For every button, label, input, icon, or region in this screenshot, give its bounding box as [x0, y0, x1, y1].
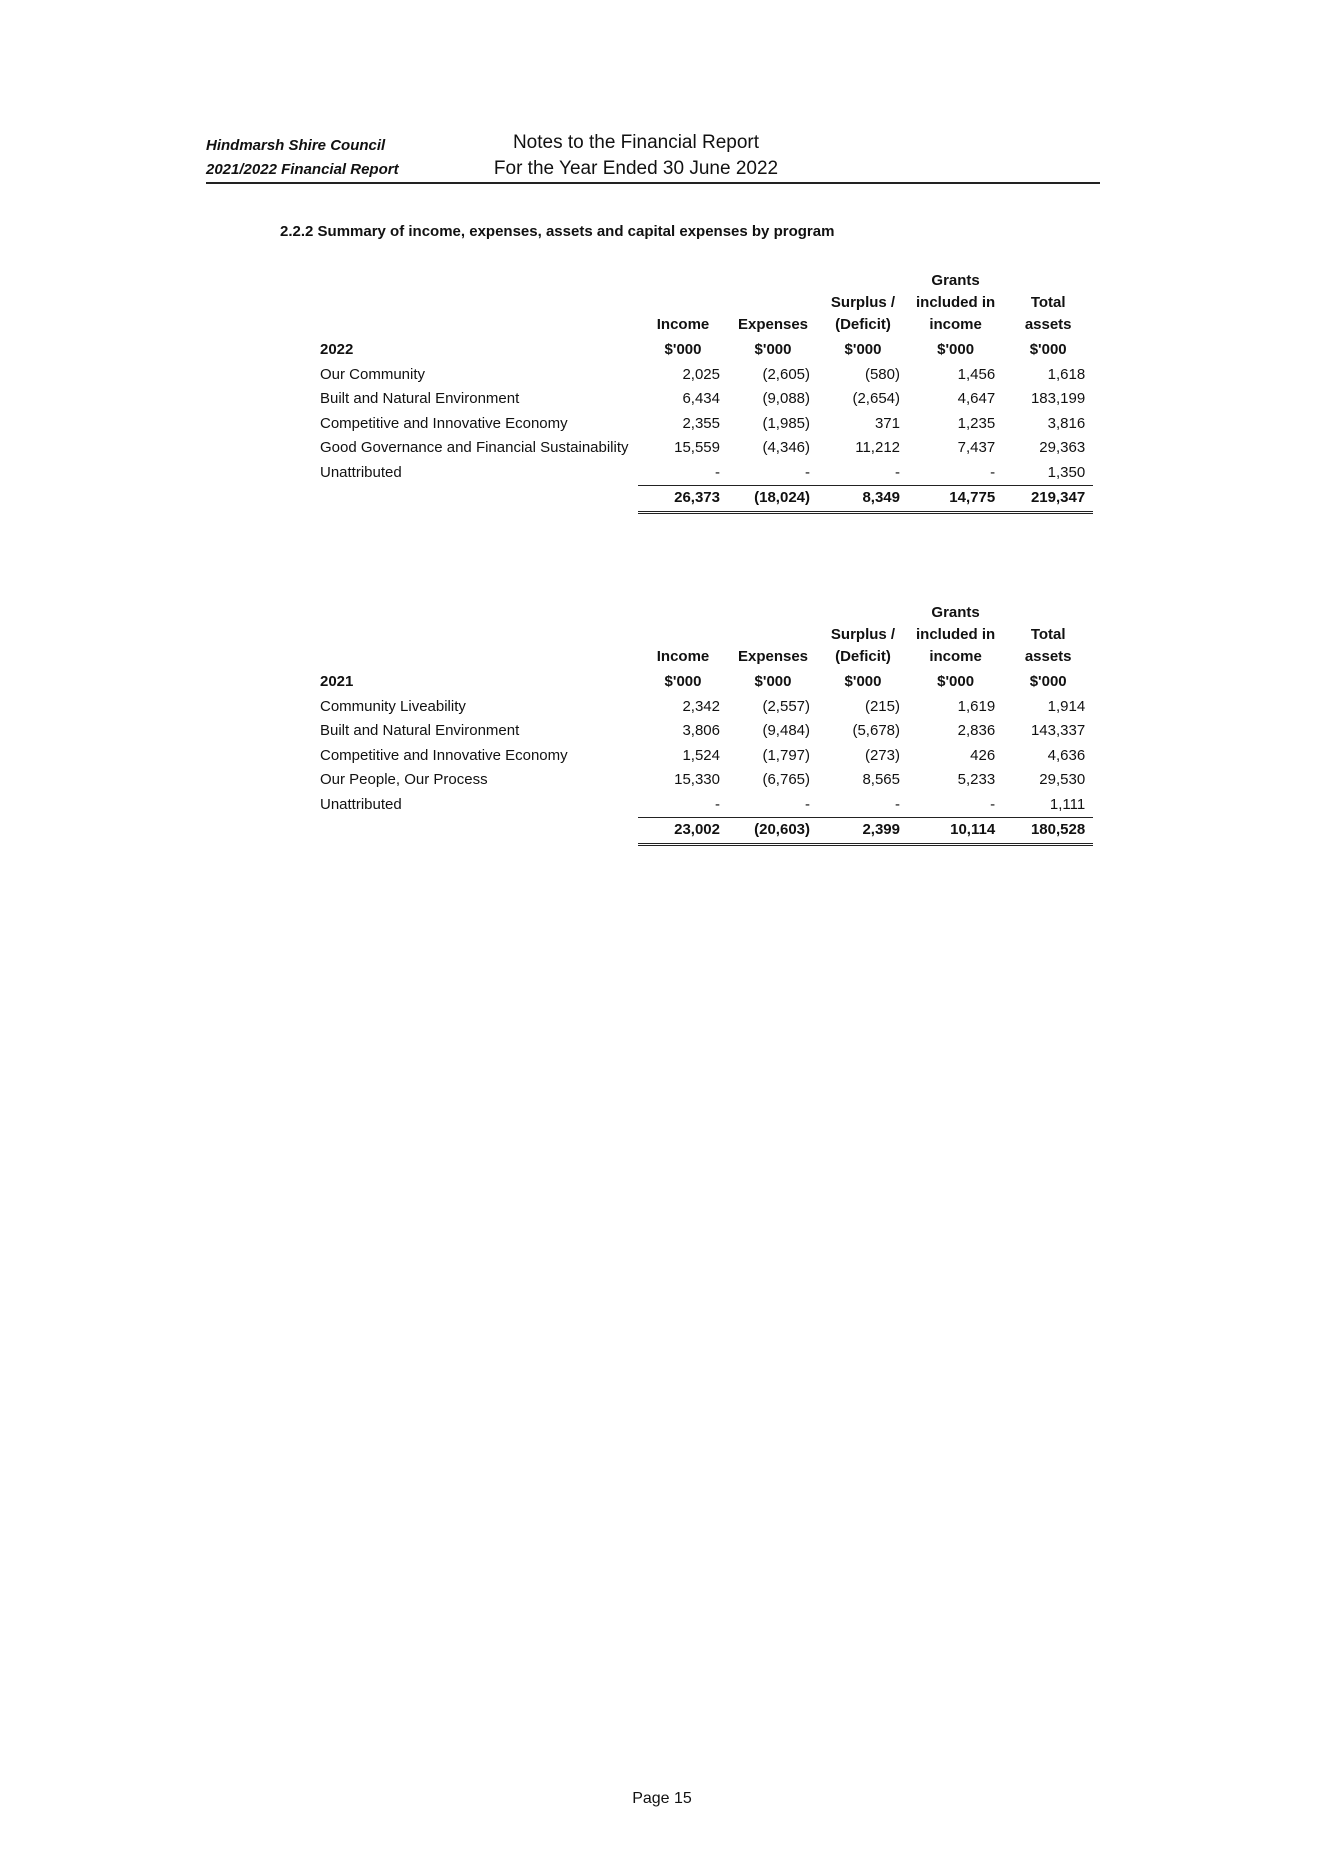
total-expenses: (18,024): [728, 486, 818, 513]
col-income: Income: [656, 316, 710, 333]
total-grants: 10,114: [908, 818, 1003, 845]
col-assets: Total assets: [1024, 294, 1072, 333]
grants-value: 7,437: [957, 439, 996, 457]
income-value: 2,025: [682, 365, 720, 383]
income-value: 3,806: [682, 722, 720, 740]
grants-value: 2,836: [957, 722, 996, 740]
year-label: 2021: [320, 673, 354, 691]
expenses-value: (1,797): [762, 746, 810, 764]
unit-label: $'000: [754, 341, 792, 359]
report-name: 2021/2022 Financial Report: [206, 161, 399, 178]
header-left: [206, 134, 399, 182]
total-assets: 180,528: [1003, 818, 1093, 845]
expenses-value: -: [805, 795, 810, 813]
surplus-value: (580): [864, 365, 900, 383]
income-value: 15,559: [674, 439, 720, 457]
unit-label: $'000: [844, 673, 882, 691]
income-value: 6,434: [682, 390, 720, 408]
assets-value: 29,363: [1039, 439, 1086, 457]
row-label: Competitive and Innovative Economy: [320, 746, 568, 764]
surplus-value: 11,212: [855, 439, 900, 457]
surplus-value: (5,678): [852, 722, 900, 740]
section-title: 2.2.2 Summary of income, expenses, assets and capital expenses by program: [280, 223, 835, 240]
col-grants: Grants included in income: [916, 604, 996, 665]
surplus-value: (273): [864, 746, 900, 764]
row-label: Built and Natural Environment: [320, 390, 520, 408]
assets-value: 183,199: [1030, 390, 1086, 408]
assets-value: 143,337: [1030, 722, 1086, 740]
unit-label: $'000: [937, 341, 975, 359]
table-row: [312, 412, 1093, 437]
table-row: [312, 436, 1093, 461]
expenses-value: (2,557): [762, 697, 810, 715]
unit-label: $'000: [1029, 341, 1067, 359]
grants-value: -: [990, 795, 996, 813]
header-center: [476, 130, 796, 182]
total-income: 23,002: [638, 818, 728, 845]
assets-value: 1,618: [1047, 365, 1086, 383]
page-subtitle: For the Year Ended 30 June 2022: [493, 158, 779, 179]
expenses-value: (6,765): [762, 771, 810, 789]
surplus-value: -: [895, 795, 900, 813]
assets-value: 3,816: [1047, 414, 1086, 432]
row-label: Unattributed: [320, 464, 402, 481]
grants-value: 1,619: [957, 697, 996, 715]
unit-row: [312, 670, 1093, 695]
grants-value: 1,456: [957, 365, 996, 383]
column-headers: [312, 270, 1093, 338]
unit-label: $'000: [1029, 673, 1067, 691]
expenses-value: (2,605): [762, 365, 810, 383]
row-label: Our People, Our Process: [320, 771, 488, 789]
page-number: Page 15: [632, 1790, 692, 1807]
row-label: Good Governance and Financial Sustainability: [320, 439, 629, 457]
expenses-value: (9,484): [762, 722, 810, 740]
org-name: Hindmarsh Shire Council: [206, 137, 386, 154]
income-value: 1,524: [682, 746, 720, 764]
expenses-value: -: [805, 463, 810, 481]
table-row: [312, 695, 1093, 720]
assets-value: 29,530: [1039, 771, 1086, 789]
table-row: [312, 793, 1093, 818]
surplus-value: 8,565: [862, 771, 900, 789]
col-assets: Total assets: [1024, 626, 1072, 665]
total-grants: 14,775: [908, 486, 1003, 513]
col-expenses: Expenses: [737, 316, 809, 333]
unit-label: $'000: [937, 673, 975, 691]
surplus-value: (215): [864, 697, 900, 715]
total-row: [312, 486, 1093, 513]
table-row: [312, 461, 1093, 486]
total-surplus: 2,399: [818, 818, 908, 845]
unit-label: $'000: [664, 341, 702, 359]
assets-value: 1,350: [1047, 463, 1086, 481]
table-row: [312, 363, 1093, 388]
row-label: Our Community: [320, 365, 426, 383]
surplus-value: (2,654): [852, 390, 900, 408]
income-value: 15,330: [674, 771, 720, 789]
grants-value: 1,235: [957, 414, 996, 432]
table-2021: [312, 602, 1093, 846]
row-label: Community Liveability: [320, 697, 466, 715]
assets-value: 1,914: [1047, 697, 1086, 715]
page-title: Notes to the Financial Report: [512, 132, 760, 153]
income-value: -: [715, 463, 720, 481]
assets-value: 4,636: [1047, 746, 1086, 764]
income-value: -: [715, 795, 720, 813]
col-income: Income: [656, 648, 710, 665]
col-surplus: Surplus / (Deficit): [830, 294, 896, 333]
total-assets: 219,347: [1003, 486, 1093, 513]
surplus-value: -: [895, 463, 900, 481]
income-value: 2,355: [682, 414, 720, 432]
grants-value: 4,647: [957, 390, 996, 408]
table-row: [312, 768, 1093, 793]
total-surplus: 8,349: [818, 486, 908, 513]
row-label: Competitive and Innovative Economy: [320, 414, 568, 432]
expenses-value: (1,985): [762, 414, 810, 432]
assets-value: 1,111: [1049, 795, 1086, 813]
col-surplus: Surplus / (Deficit): [830, 626, 896, 665]
grants-value: 5,233: [957, 771, 996, 789]
col-grants: Grants included in income: [916, 272, 996, 333]
surplus-value: 371: [874, 414, 900, 432]
income-value: 2,342: [682, 697, 720, 715]
unit-row: [312, 338, 1093, 363]
expenses-value: (4,346): [762, 439, 810, 457]
row-label: Built and Natural Environment: [320, 722, 520, 740]
total-income: 26,373: [638, 486, 728, 513]
column-headers: [312, 602, 1093, 670]
unit-label: $'000: [664, 673, 702, 691]
table-row: [312, 719, 1093, 744]
unit-label: $'000: [754, 673, 792, 691]
expenses-value: (9,088): [762, 390, 810, 408]
total-row: [312, 818, 1093, 845]
table-row: [312, 744, 1093, 769]
grants-value: 426: [970, 746, 996, 764]
total-expenses: (20,603): [728, 818, 818, 845]
table-row: [312, 387, 1093, 412]
year-label: 2022: [320, 341, 354, 359]
row-label: Unattributed: [320, 796, 402, 813]
unit-label: $'000: [844, 341, 882, 359]
page-header: [206, 130, 1100, 184]
grants-value: -: [990, 463, 996, 481]
col-expenses: Expenses: [737, 648, 809, 665]
table-2022: [312, 270, 1093, 514]
